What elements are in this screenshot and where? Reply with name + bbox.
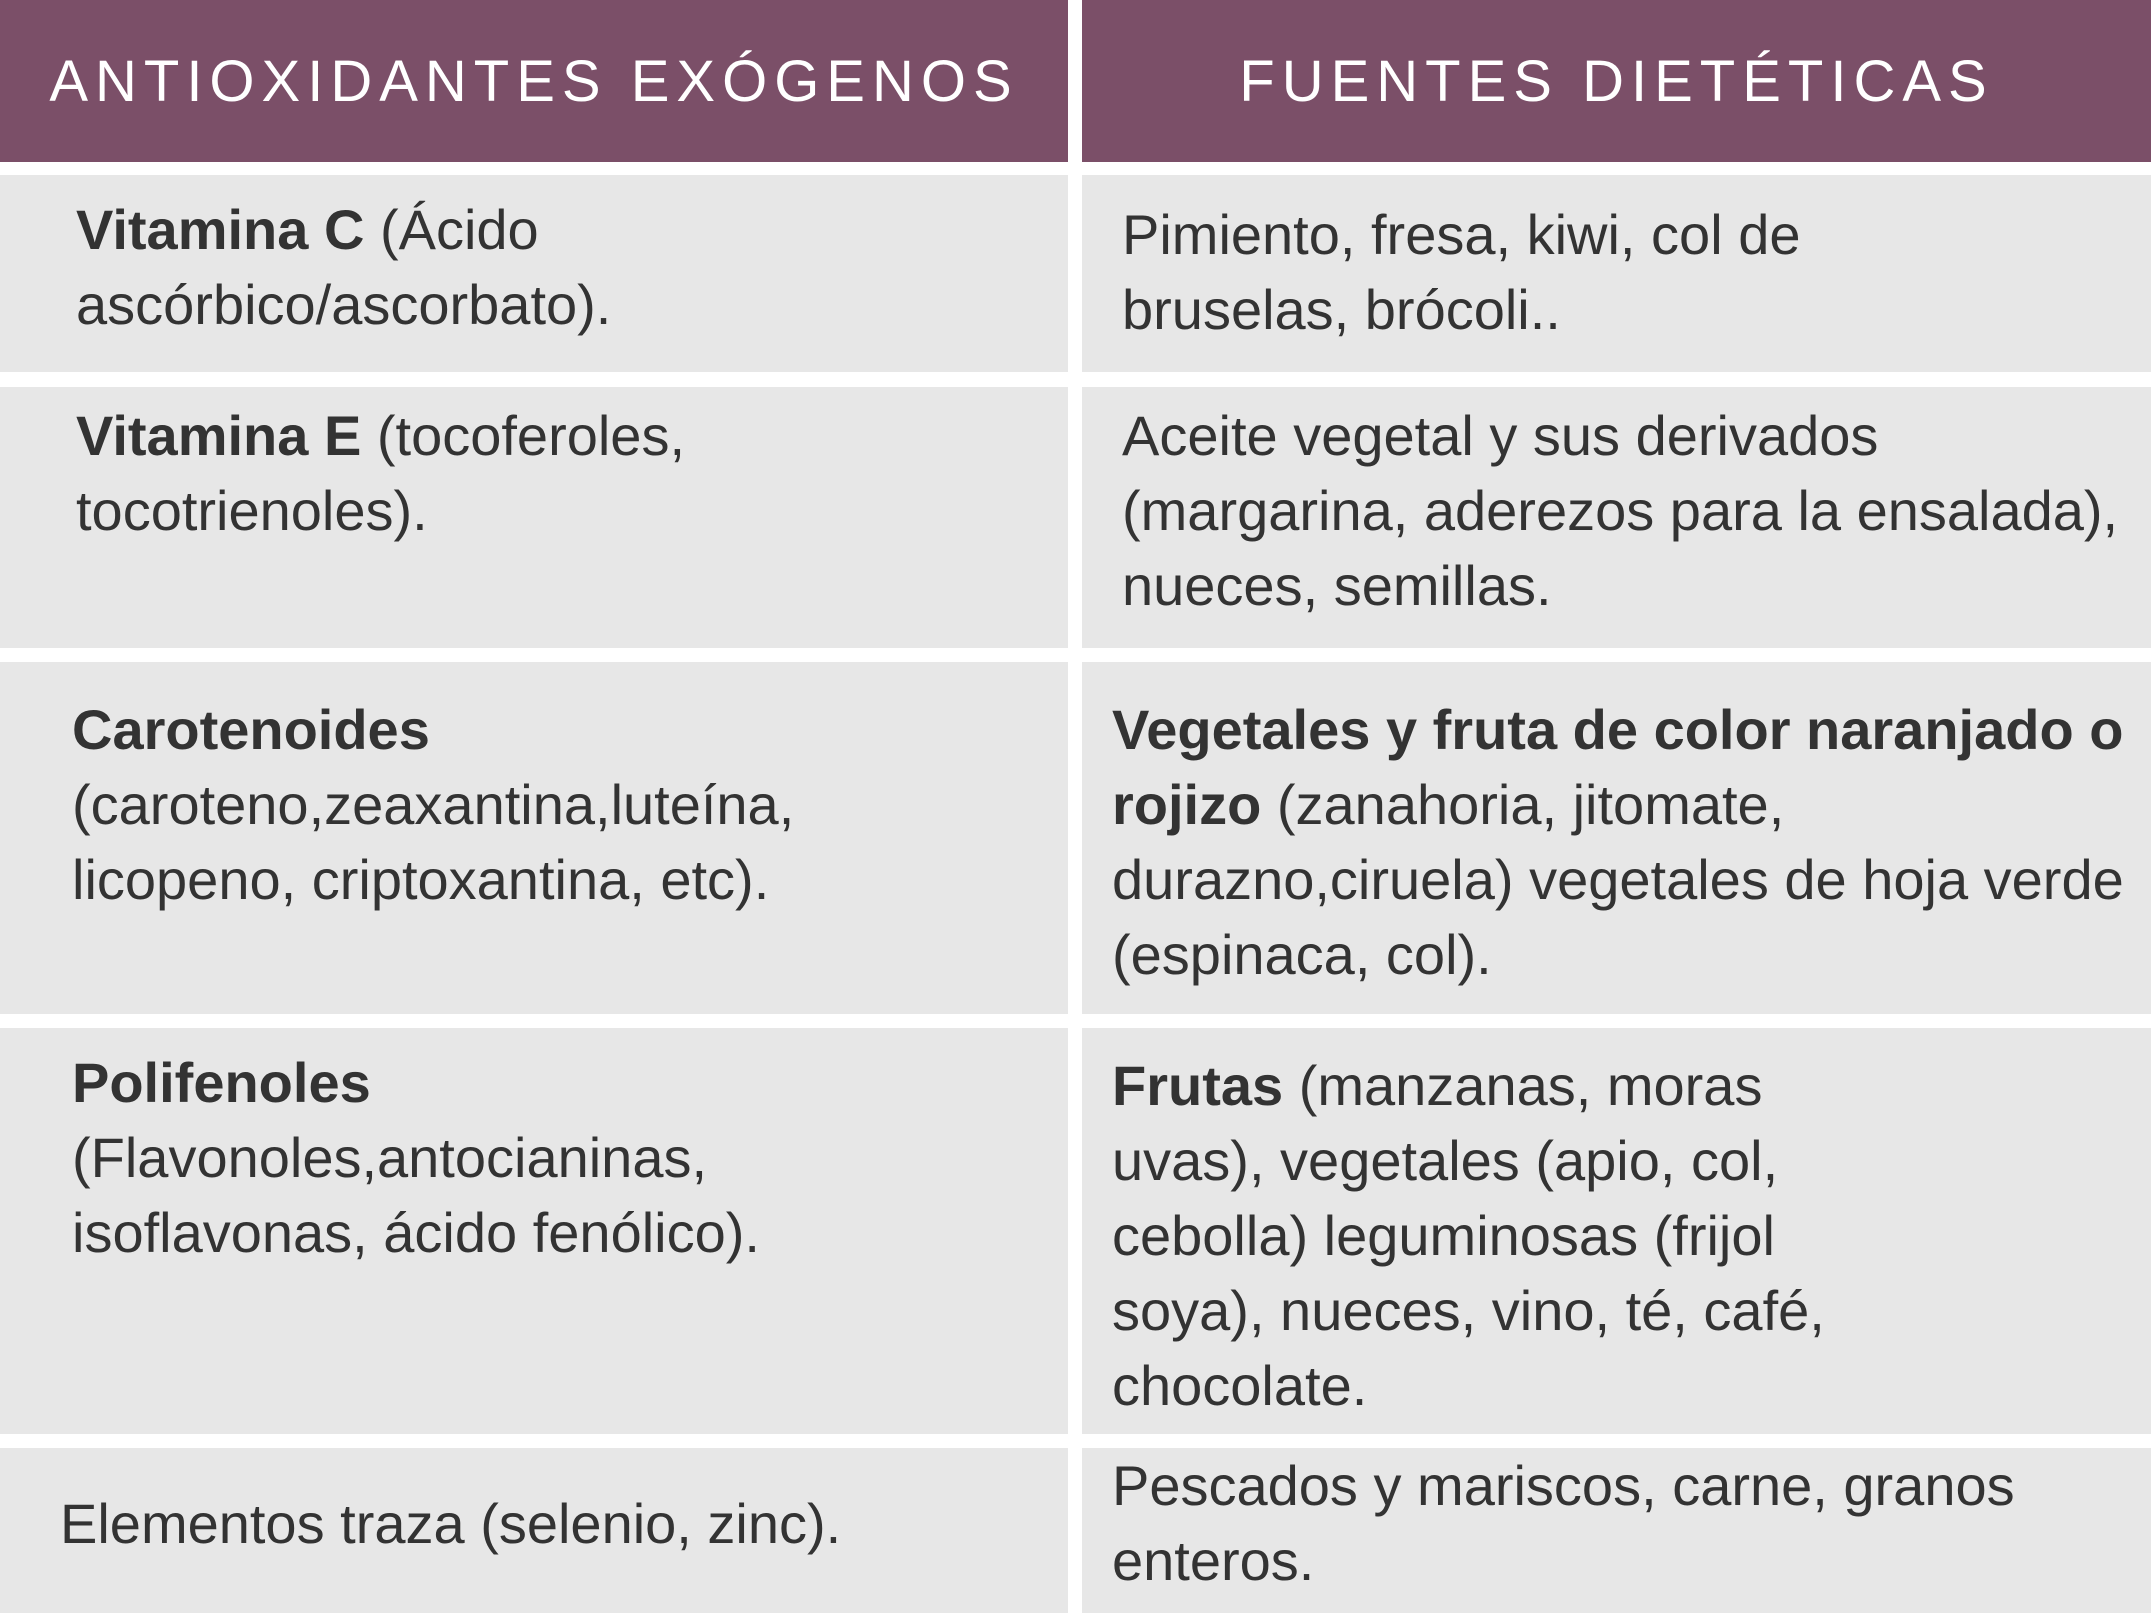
table-row-5-right: [1082, 1448, 2151, 1613]
cell-text: [76, 398, 1008, 548]
cell-bold: Carotenoides: [72, 698, 430, 761]
table-row-1-left: [0, 175, 1068, 372]
cell-rest: Aceite vegetal y sus derivados (margarina, aderezos para la ensalada), nueces, semillas.: [1122, 404, 2119, 617]
cell-text: [1112, 1448, 2131, 1598]
cell-bold: Vitamina E: [76, 404, 362, 467]
cell-text: [1112, 1048, 1871, 1423]
cell-rest: (manzanas, moras uvas), vegetales (apio, col, cebolla) leguminosas (frijol soya), nueces, vino, té, café, chocolate.: [1112, 1054, 1825, 1417]
cell-text: [1122, 197, 2031, 347]
cell-rest: (tocoferoles, tocotrienoles).: [76, 404, 686, 542]
header-label-sources: FUENTES DIETÉTICAS: [1239, 48, 1994, 114]
table-row-4-left: [0, 1028, 1068, 1434]
cell-bold: Vegetales y fruta de color naranjado o rojizo: [1112, 698, 2124, 836]
header-label-antioxidants: ANTIOXIDANTES EXÓGENOS: [49, 48, 1019, 114]
table-row-4-right: [1082, 1028, 2151, 1434]
cell-text: [1112, 692, 2131, 992]
cell-text: [60, 1486, 1048, 1561]
cell-text: [72, 1045, 908, 1270]
cell-rest: (caroteno,zeaxantina,luteína, licopeno, criptoxantina, etc).: [72, 773, 795, 911]
table-row-3-left: [0, 662, 1068, 1014]
table-row-1-right: [1082, 175, 2151, 372]
table-row-2-right: [1082, 387, 2151, 648]
cell-text: [1122, 398, 2131, 623]
table-row-5-left: [0, 1448, 1068, 1613]
cell-rest: Elementos traza (selenio, zinc).: [60, 1492, 842, 1555]
cell-bold: Frutas: [1112, 1054, 1284, 1117]
cell-rest: (Flavonoles,antocianinas, isoflavonas, ácido fenólico).: [72, 1126, 760, 1264]
cell-bold: Vitamina C: [76, 198, 365, 261]
cell-rest: (zanahoria, jitomate, durazno,ciruela) vegetales de hoja verde (espinaca, col).: [1112, 773, 2124, 986]
cell-text: [76, 192, 1048, 342]
cell-rest: Pescados y mariscos, carne, granos enteros.: [1112, 1454, 2015, 1592]
table-row-2-left: [0, 387, 1068, 648]
cell-rest: Pimiento, fresa, kiwi, col de bruselas, brócoli..: [1122, 203, 1801, 341]
cell-bold: Polifenoles: [72, 1051, 371, 1114]
header-cell-sources: [1082, 0, 2151, 162]
table-row-3-right: [1082, 662, 2151, 1014]
header-cell-antioxidants: [0, 0, 1068, 162]
cell-rest: (Ácido ascórbico/ascorbato).: [76, 198, 612, 336]
cell-text: [72, 692, 908, 917]
